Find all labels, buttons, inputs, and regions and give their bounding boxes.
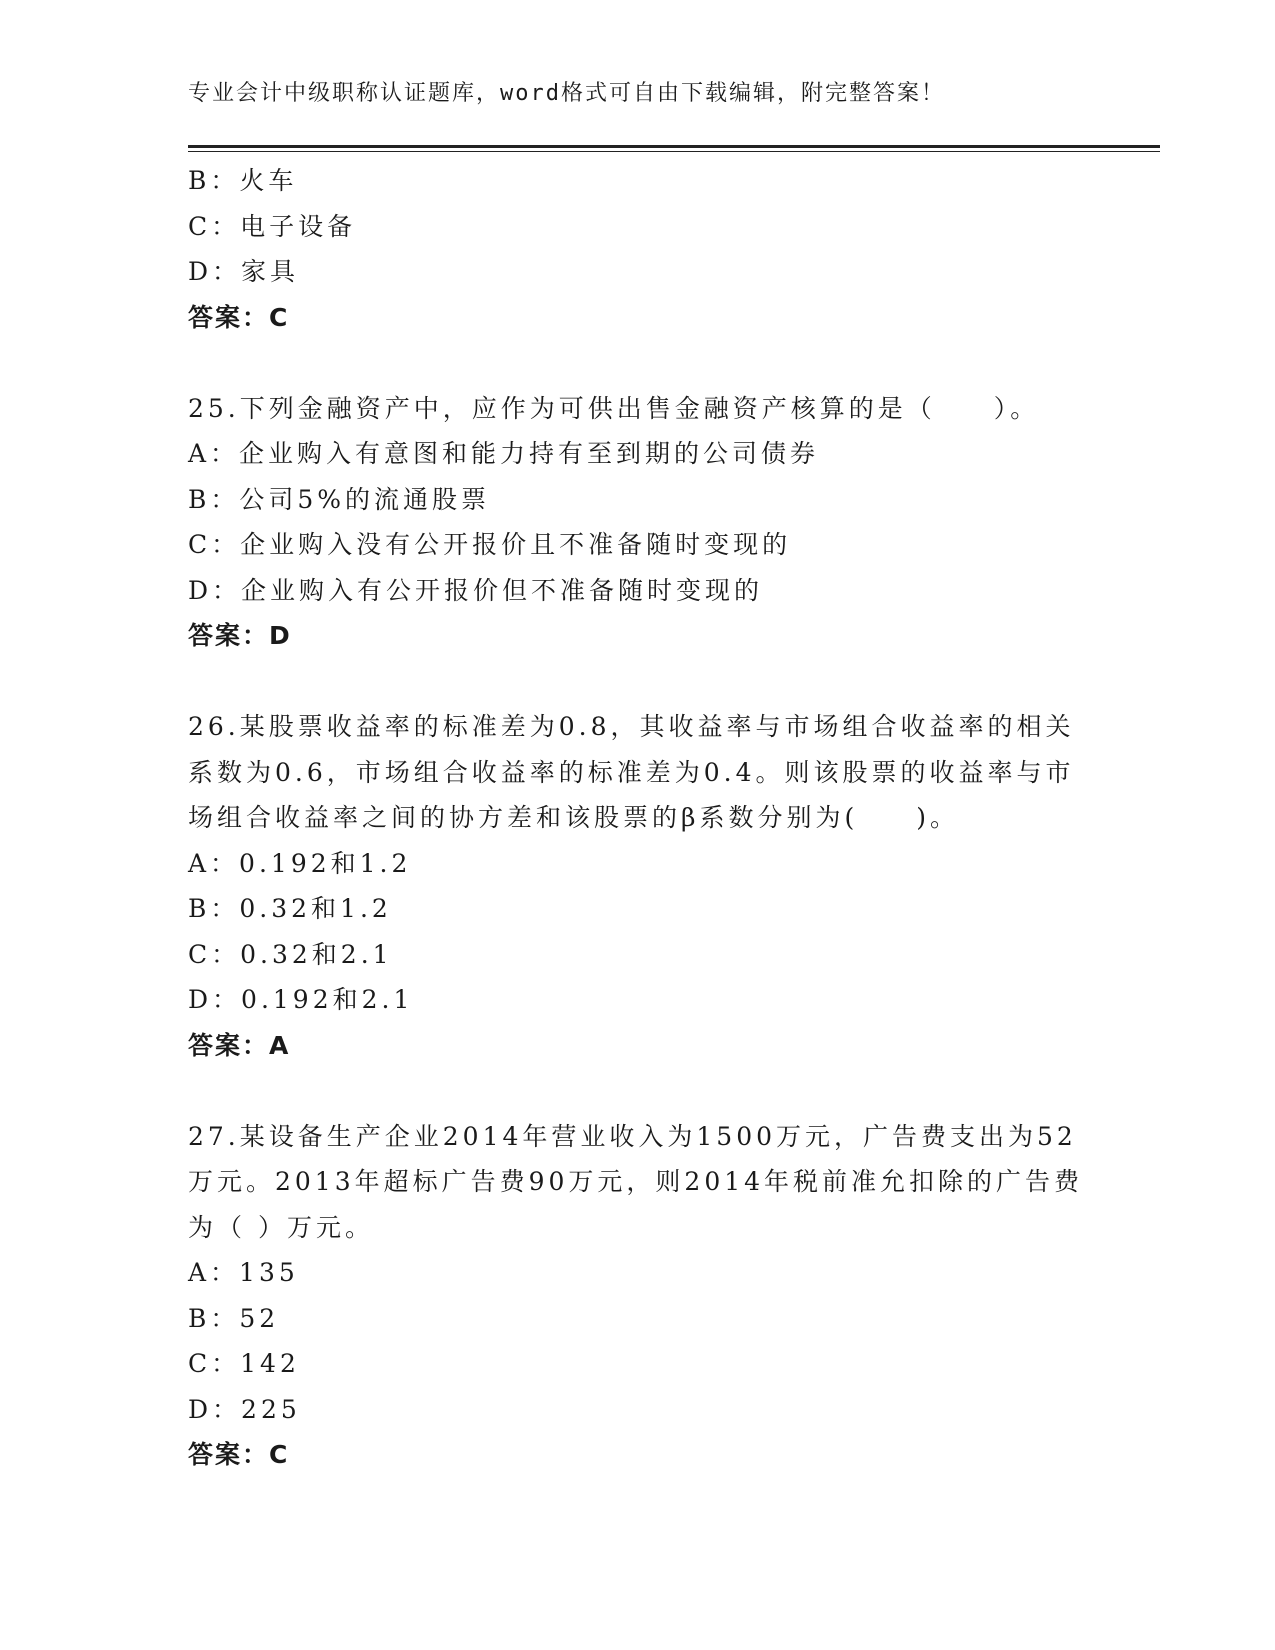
question-27 <box>188 1114 1088 1478</box>
option-b: B：52 <box>188 1303 280 1333</box>
question-content <box>188 158 1088 1478</box>
option-c: C：0.32和2.1 <box>188 939 393 969</box>
option-b: B：公司5%的流通股票 <box>188 484 491 514</box>
question-stem: 万元。2013年超标广告费90万元，则2014年税前准允扣除的广告费 <box>188 1167 1084 1196</box>
option-a: A：0.192和1.2 <box>188 848 412 878</box>
option-c: C：企业购入没有公开报价且不准备随时变现的 <box>188 530 792 559</box>
question-26 <box>188 704 1088 1068</box>
question-stem: 系数为0.6，市场组合收益率的标准差为0.4。则该股票的收益率与市 <box>188 757 1075 787</box>
answer-line: 答案：A <box>188 1030 291 1060</box>
answer-line: 答案：C <box>188 302 290 332</box>
option-a: A：135 <box>188 1258 299 1287</box>
question-stem: 场组合收益率之间的协方差和该股票的β系数分别为( )。 <box>188 803 959 832</box>
header-rule-thin <box>188 151 1160 152</box>
option-b: B：0.32和1.2 <box>188 894 392 923</box>
spacer <box>188 340 1088 386</box>
question-stem: 为（ ）万元。 <box>188 1212 374 1242</box>
option-c: C：142 <box>188 1349 300 1378</box>
option-d: D：0.192和2.1 <box>188 985 414 1014</box>
option-d: D：家具 <box>188 257 300 286</box>
question-25 <box>188 386 1088 659</box>
option-b: B：火车 <box>188 166 298 195</box>
answer-line: 答案：C <box>188 1440 290 1469</box>
spacer <box>188 1068 1088 1114</box>
header-rule-thick <box>188 145 1160 148</box>
option-a: A：企业购入有意图和能力持有至到期的公司债券 <box>188 439 820 468</box>
answer-line: 答案：D <box>188 621 292 650</box>
page-header: 专业会计中级职称认证题库，word格式可自由下载编辑，附完整答案！ <box>188 81 945 106</box>
question-stem: 26.某股票收益率的标准差为0.8，其收益率与市场组合收益率的相关 <box>188 712 1075 741</box>
spacer <box>188 659 1088 705</box>
option-d: D：企业购入有公开报价但不准备随时变现的 <box>188 575 764 605</box>
option-d: D：225 <box>188 1394 301 1424</box>
option-c: C：电子设备 <box>188 211 357 241</box>
question-stem: 27.某设备生产企业2014年营业收入为1500万元，广告费支出为52 <box>188 1121 1077 1151</box>
prev-question-block <box>188 158 1088 340</box>
question-stem: 25.下列金融资产中，应作为可供出售金融资产核算的是（ ）。 <box>188 393 1040 423</box>
